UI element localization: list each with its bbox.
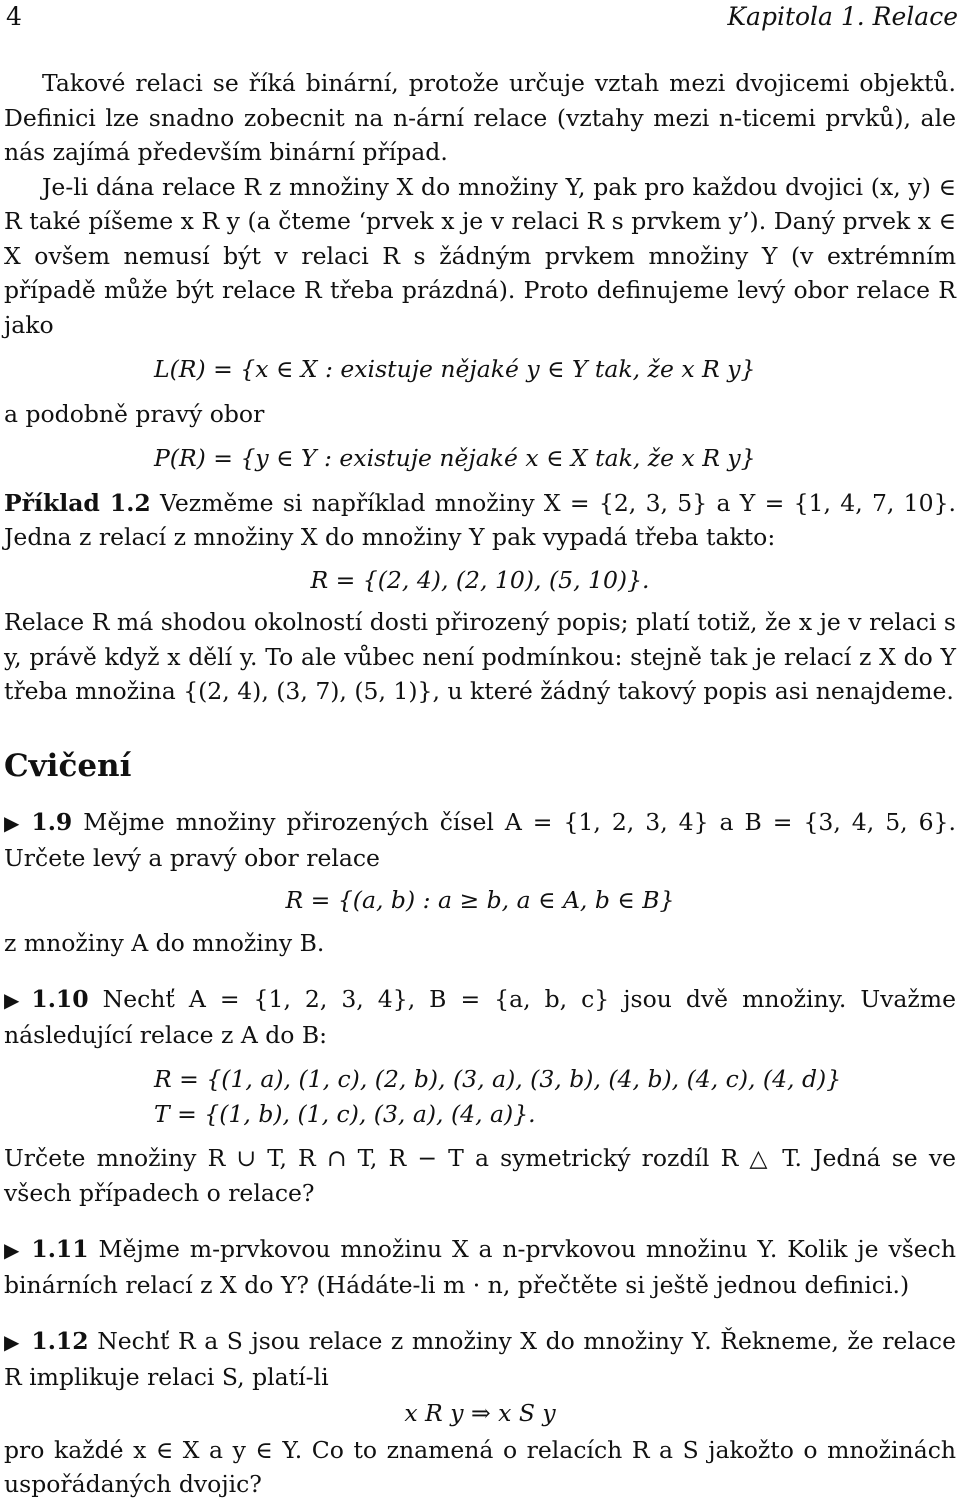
triangle-marker-icon: ▶: [4, 811, 20, 835]
exercise-1-10: [4, 982, 956, 1210]
exercise-formula: x R y ⇒ x S y: [404, 1399, 556, 1427]
example-formula: R = {(2, 4), (2, 10), (5, 10)}.: [310, 565, 650, 594]
exercise-1-11: [4, 1232, 956, 1302]
formula-left-domain: L(R) = {x ∈ X : existuje nějaké y ∈ Y tak, že x R y}: [154, 355, 756, 383]
triangle-marker-icon: ▶: [4, 1330, 20, 1354]
exercise-formula-t: T = {(1, b), (1, c), (3, a), (4, a)}.: [154, 1099, 536, 1128]
formula-right-domain: P(R) = {y ∈ Y : existuje nějaké x ∈ X tak, že x R y}: [154, 444, 756, 472]
exercise-formula: R = {(a, b) : a ≥ b, a ∈ A, b ∈ B}: [285, 886, 675, 914]
example-paragraph: [4, 486, 956, 555]
exercise-after: z množiny A do množiny B.: [4, 928, 325, 957]
section-title: Cvičení: [4, 747, 132, 784]
paragraph-right-domain-intro: a podobně pravý obor: [4, 399, 265, 428]
exercise-after: Určete množiny R ∪ T, R ∩ T, R − T a symetrický rozdíl R △ T. Jedná se ve všech případech o relace?: [4, 1144, 956, 1207]
exercise-after: pro každé x ∈ X a y ∈ Y. Co to znamená o relacích R a S jakožto o množinách uspořádaných dvojic?: [4, 1435, 956, 1498]
example-text: Vezměme si například množiny X = {2, 3, 5} a Y = {1, 4, 7, 10}. Jedna z relací z množiny X do množiny Y pak vypadá třeba takto:: [4, 488, 956, 551]
exercise-number: 1.9: [31, 808, 73, 836]
exercise-number: 1.12: [31, 1327, 89, 1355]
exercise-number: 1.10: [31, 985, 89, 1013]
example-label: Příklad 1.2: [4, 488, 151, 517]
exercise-text: Nechť R a S jsou relace z množiny X do množiny Y. Řekneme, že relace R implikuje relaci S, platí-li: [4, 1327, 956, 1391]
page-body: [4, 66, 956, 1502]
page-number: 4: [6, 2, 22, 31]
triangle-marker-icon: ▶: [4, 988, 20, 1012]
exercise-number: 1.11: [31, 1235, 89, 1263]
exercise-text: Nechť A = {1, 2, 3, 4}, B = {a, b, c} jsou dvě množiny. Uvažme následující relace z A do B:: [4, 985, 956, 1049]
triangle-marker-icon: ▶: [4, 1238, 20, 1262]
exercise-text: Mějme množiny přirozených čísel A = {1, 2, 3, 4} a B = {3, 4, 5, 6}. Určete levý a pravý obor relace: [4, 808, 956, 872]
example-after: Relace R má shodou okolností dosti přirozený popis; platí totiž, že x je v relaci s y, právě když x dělí y. To ale vůbec není podmínkou: stejně tak je relací z X do Y třeba množina {(2, 4), (3, 7), (5, 1)}, u které žádný takový popis asi nenajdeme.: [4, 608, 956, 705]
exercise-text: Mějme m-prvkovou množinu X a n-prvkovou množinu Y. Kolik je všech binárních relací z X do Y? (Hádáte-li m · n, přečtěte si ještě jednou definici.): [4, 1235, 956, 1299]
paragraph-intro: Takové relaci se říká binární, protože určuje vztah mezi dvojicemi objektů. Definici lze snadno zobecnit na n-ární relace (vztahy mezi n-ticemi prvků), ale nás zajímá především binární případ.: [4, 69, 956, 166]
exercise-1-12: [4, 1324, 956, 1502]
exercise-1-9: [4, 805, 956, 960]
page-header: [6, 0, 958, 34]
running-title: Kapitola 1. Relace: [727, 2, 958, 31]
paragraph-definition: Je-li dána relace R z množiny X do množiny Y, pak pro každou dvojici (x, y) ∈ R také píšeme x R y (a čteme ‘prvek x je v relaci R s prvkem y’). Daný prvek x ∈ X ovšem nemusí být v relaci R s žádným prvkem množiny Y (v extrémním případě může být relace R třeba prázdná). Proto definujeme levý obor relace R jako: [4, 172, 956, 339]
exercise-formula-r: R = {(1, a), (1, c), (2, b), (3, a), (3, b), (4, b), (4, c), (4, d)}: [154, 1065, 842, 1093]
